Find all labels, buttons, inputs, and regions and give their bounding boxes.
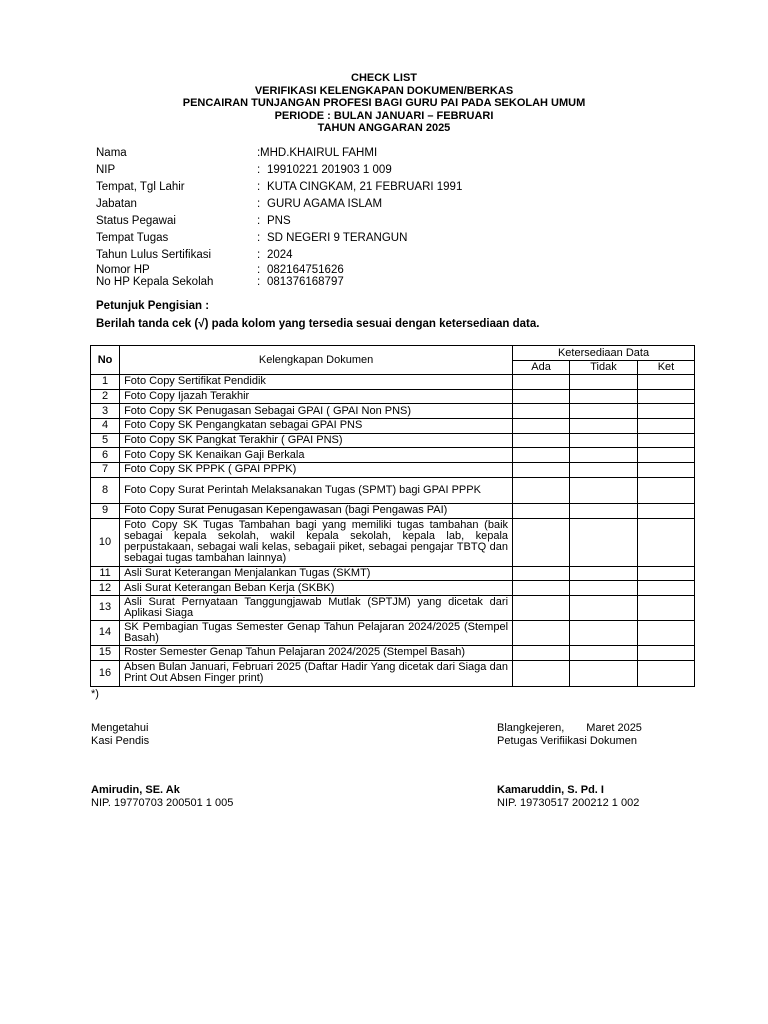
bio-value: SD NEGERI 9 TERANGUN (267, 232, 408, 244)
header-subtitle: PENCAIRAN TUNJANGAN PROFESI BAGI GURU PAI PADA SEKOLAH UMUM (182, 97, 586, 109)
row-number: 9 (91, 503, 120, 518)
row-document: Foto Copy SK Kenaikan Gaji Berkala (120, 448, 513, 463)
signer-name: Kamaruddin, S. Pd. I (497, 784, 604, 796)
check-cell-tidak[interactable] (570, 620, 638, 645)
bio-value: GURU AGAMA ISLAM (267, 198, 383, 210)
table-row (91, 419, 695, 434)
table-row (91, 620, 695, 645)
bio-value: 19910221 201903 1 009 (267, 164, 392, 176)
bio-label: Status Pegawai (96, 215, 176, 227)
signer-nip: NIP. 19770703 200501 1 005 (91, 797, 234, 809)
instructions-title: Petunjuk Pengisian : (96, 300, 210, 312)
bio-colon: : (257, 249, 261, 261)
bio-colon: : (257, 275, 261, 288)
row-document: Foto Copy SK Pengangkatan sebagai GPAI PNS (120, 419, 513, 434)
check-cell-tidak[interactable] (570, 404, 638, 419)
check-cell-ada[interactable] (513, 433, 570, 448)
row-number: 10 (91, 518, 120, 566)
table-row (91, 404, 695, 419)
signature-block-left (91, 722, 149, 748)
bio-label: Tahun Lulus Sertifikasi (96, 249, 212, 261)
signer-name: Amirudin, SE. Ak (91, 784, 180, 796)
table-row (91, 595, 695, 620)
note-cell-ket[interactable] (637, 660, 694, 686)
row-number: 3 (91, 404, 120, 419)
note-cell-ket[interactable] (637, 595, 694, 620)
note-cell-ket[interactable] (637, 566, 694, 581)
note-cell-ket[interactable] (637, 419, 694, 434)
header-title: CHECK LIST (351, 72, 417, 84)
bio-colon: : (257, 264, 261, 276)
row-document: Asli Surat Pernyataan Tanggungjawab Mutlak (SPTJM) yang dicetak dari Aplikasi Siaga (120, 595, 513, 620)
table-row (91, 463, 695, 478)
row-document: Foto Copy SK Penugasan Sebagai GPAI ( GPAI Non PNS) (120, 404, 513, 419)
row-number: 5 (91, 433, 120, 448)
col-header-document: Kelengkapan Dokumen (120, 346, 513, 375)
document-header (0, 72, 768, 135)
header-period: PERIODE : BULAN JANUARI – FEBRUARI (274, 109, 494, 122)
table-row (91, 581, 695, 596)
bio-colon: : (257, 232, 261, 244)
table-row (91, 375, 695, 390)
check-cell-tidak[interactable] (570, 581, 638, 596)
col-header-ket: Ket (637, 361, 694, 375)
signature-block-right (497, 722, 642, 748)
instructions-text: Berilah tanda cek (√) pada kolom yang tersedia sesuai dengan ketersediaan data. (96, 318, 540, 330)
row-number: 2 (91, 389, 120, 404)
table-row (91, 660, 695, 686)
bio-label: No HP Kepala Sekolah (96, 275, 214, 288)
signer-nip: NIP. 19730517 200212 1 002 (497, 797, 640, 809)
footnote-marker: *) (91, 688, 99, 700)
bio-label: Tempat, Tgl Lahir (96, 181, 185, 193)
bio-colon: : (257, 164, 261, 176)
row-document: Foto Copy SK Tugas Tambahan bagi yang memiliki tugas tambahan (baik sebagai kepala sekolah, wakil kepala sekolah, kepala lab, kepala perpustakaan, sebagai wali kelas, sebagaii piket, sebagai pengajar TBTQ dan sebagai tugas tambahan lainnya) (120, 518, 513, 566)
row-document: Foto Copy SK PPPK ( GPAI PPPK) (120, 463, 513, 478)
row-document: Asli Surat Keterangan Menjalankan Tugas (SKMT) (120, 566, 513, 581)
row-number: 12 (91, 581, 120, 596)
bio-value: 2024 (267, 249, 293, 261)
check-cell-tidak[interactable] (570, 566, 638, 581)
signature-name-right (497, 784, 639, 810)
check-cell-ada[interactable] (513, 518, 570, 566)
check-cell-ada[interactable] (513, 404, 570, 419)
check-cell-tidak[interactable] (570, 477, 638, 503)
signer-title: Kasi Pendis (91, 735, 150, 747)
row-number: 1 (91, 375, 120, 390)
check-cell-tidak[interactable] (570, 463, 638, 478)
note-cell-ket[interactable] (637, 581, 694, 596)
row-number: 13 (91, 595, 120, 620)
table-row (91, 503, 695, 518)
row-number: 4 (91, 419, 120, 434)
note-cell-ket[interactable] (637, 477, 694, 503)
checklist-table (90, 345, 695, 687)
bio-value: 082164751626 (267, 264, 344, 276)
bio-colon: : (257, 147, 261, 159)
row-number: 16 (91, 660, 120, 686)
check-cell-ada[interactable] (513, 660, 570, 686)
row-document: Asli Surat Keterangan Beban Kerja (SKBK) (120, 581, 513, 596)
note-cell-ket[interactable] (637, 375, 694, 390)
row-document: Foto Copy Surat Penugasan Kepengawasan (bagi Pengawas PAI) (120, 503, 513, 518)
check-cell-tidak[interactable] (570, 503, 638, 518)
row-document: Foto Copy SK Pangkat Terakhir ( GPAI PNS) (120, 433, 513, 448)
check-cell-ada[interactable] (513, 448, 570, 463)
check-cell-ada[interactable] (513, 477, 570, 503)
header-subtitle: VERIFIKASI KELENGKAPAN DOKUMEN/BERKAS (254, 84, 514, 97)
header-year: TAHUN ANGGARAN 2025 (317, 122, 451, 134)
row-number: 14 (91, 620, 120, 645)
row-number: 6 (91, 448, 120, 463)
check-cell-tidak[interactable] (570, 595, 638, 620)
check-cell-tidak[interactable] (570, 448, 638, 463)
check-cell-tidak[interactable] (570, 433, 638, 448)
place-date (497, 722, 642, 735)
bio-value: 081376168797 (267, 275, 344, 288)
check-cell-ada[interactable] (513, 566, 570, 581)
check-cell-ada[interactable] (513, 389, 570, 404)
place: Blangkejeren, (497, 722, 565, 734)
col-header-ada: Ada (513, 361, 570, 375)
bio-colon: : (257, 198, 261, 210)
check-cell-tidak[interactable] (570, 389, 638, 404)
table-row (91, 518, 695, 566)
row-document: Roster Semester Genap Tahun Pelajaran 2024/2025 (Stempel Basah) (120, 645, 513, 660)
check-cell-tidak[interactable] (570, 419, 638, 434)
check-cell-ada[interactable] (513, 581, 570, 596)
note-cell-ket[interactable] (637, 503, 694, 518)
note-cell-ket[interactable] (637, 433, 694, 448)
note-cell-ket[interactable] (637, 404, 694, 419)
check-cell-ada[interactable] (513, 463, 570, 478)
date: Maret 2025 (586, 722, 642, 734)
row-number: 11 (91, 566, 120, 581)
check-cell-ada[interactable] (513, 419, 570, 434)
check-cell-ada[interactable] (513, 503, 570, 518)
table-row (91, 477, 695, 503)
col-header-tidak: Tidak (570, 361, 638, 375)
row-number: 15 (91, 645, 120, 660)
bio-label: Tempat Tugas (96, 232, 169, 244)
row-document: Absen Bulan Januari, Februari 2025 (Daftar Hadir Yang dicetak dari Siaga dan Print Out Absen Finger print) (120, 660, 513, 686)
signature-name-left (91, 784, 233, 810)
check-cell-tidak[interactable] (570, 645, 638, 660)
check-cell-ada[interactable] (513, 620, 570, 645)
bio-colon: : (257, 215, 261, 227)
table-row (91, 448, 695, 463)
row-number: 8 (91, 477, 120, 503)
bio-label: Nama (96, 147, 127, 159)
check-cell-tidak[interactable] (570, 660, 638, 686)
row-number: 7 (91, 463, 120, 478)
note-cell-ket[interactable] (637, 389, 694, 404)
check-cell-tidak[interactable] (570, 518, 638, 566)
table-row (91, 433, 695, 448)
bio-value: PNS (267, 215, 291, 227)
row-document: Foto Copy Sertifikat Pendidik (120, 375, 513, 390)
bio-label: Nomor HP (96, 264, 150, 276)
signer-title: Petugas Verifiikasi Dokumen (497, 735, 638, 747)
bio-value: MHD.KHAIRUL FAHMI (260, 147, 378, 159)
table-row (91, 389, 695, 404)
bio-value: KUTA CINGKAM, 21 FEBRUARI 1991 (267, 181, 463, 193)
bio-colon: : (257, 181, 261, 193)
check-cell-tidak[interactable] (570, 375, 638, 390)
check-cell-ada[interactable] (513, 375, 570, 390)
table-row (91, 645, 695, 660)
note-cell-ket[interactable] (637, 448, 694, 463)
bio-label: NIP (96, 164, 116, 176)
check-cell-ada[interactable] (513, 595, 570, 620)
bio-label: Jabatan (96, 198, 137, 210)
check-cell-ada[interactable] (513, 645, 570, 660)
col-header-no: No (91, 346, 120, 375)
row-document: SK Pembagian Tugas Semester Genap Tahun Pelajaran 2024/2025 (Stempel Basah) (120, 620, 513, 645)
note-cell-ket[interactable] (637, 518, 694, 566)
acknowledged-label: Mengetahui (91, 722, 149, 734)
table-row (91, 566, 695, 581)
note-cell-ket[interactable] (637, 463, 694, 478)
col-header-availability: Ketersediaan Data (513, 346, 695, 361)
row-document: Foto Copy Surat Perintah Melaksanakan Tugas (SPMT) bagi GPAI PPPK (120, 477, 513, 503)
note-cell-ket[interactable] (637, 645, 694, 660)
row-document: Foto Copy Ijazah Terakhir (120, 389, 513, 404)
note-cell-ket[interactable] (637, 620, 694, 645)
